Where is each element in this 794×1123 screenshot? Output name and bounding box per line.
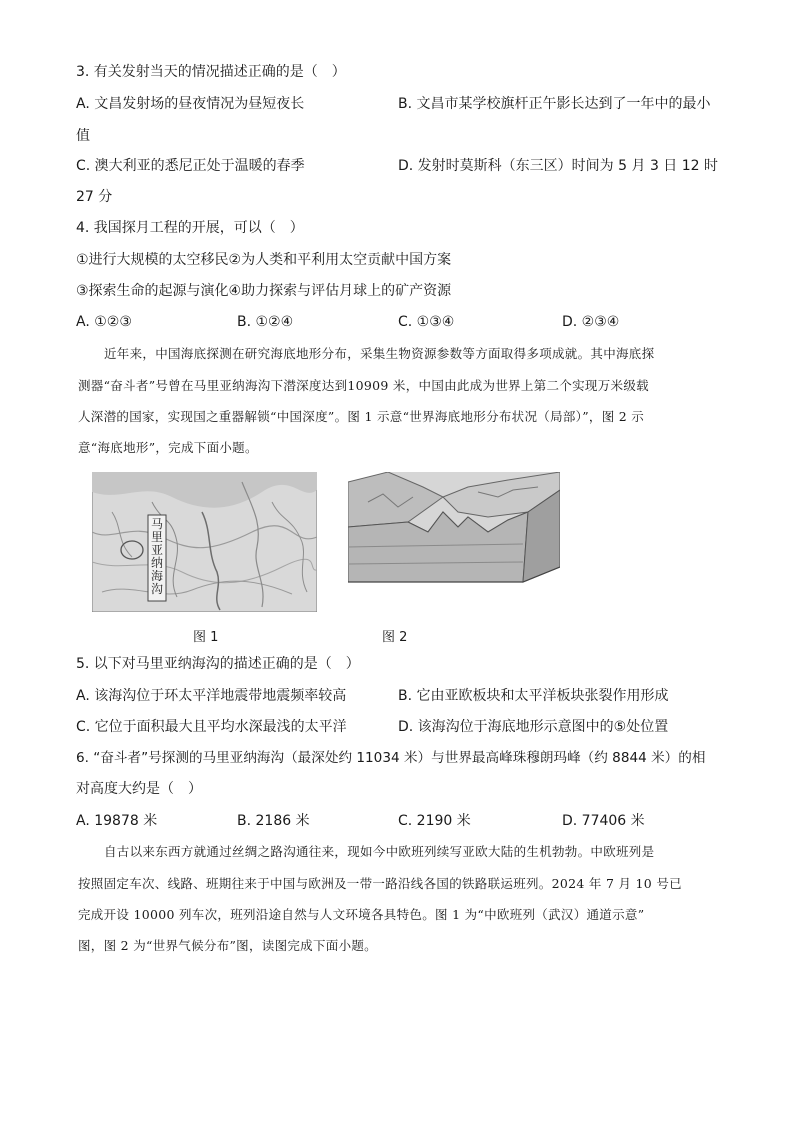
passage1-line-3: 人深潜的国家，实现国之重器解锁“中国深度”。图 1 示意“世界海底地形分布状况（局部）”，图 2 示 [78,409,645,424]
q5-option-a: A. 该海沟位于环太平洋地震带地震频率较高 [76,688,347,704]
q6-option-b: B. 2186 米 [237,813,310,829]
q6-stem: 6. “奋斗者”号探测的马里亚纳海沟（最深处约 11034 米）与世界最高峰珠穆朗玛峰（约 8844 米）的相 [76,750,706,766]
q4-option-a: A. ①②③ [76,314,132,330]
q4-option-c: C. ①③④ [398,314,455,330]
q4-option-d: D. ②③④ [562,314,620,330]
figure-2-caption: 图 2 [382,630,408,645]
q6-option-d: D. 77406 米 [562,813,645,829]
q6-option-a: A. 19878 米 [76,813,158,829]
q5-option-c: C. 它位于面积最大且平均水深最浅的太平洋 [76,719,347,735]
q3-option-d-continued: 27 分 [76,189,113,205]
q4-stem: 4. 我国探月工程的开展，可以（ ） [76,220,304,236]
passage2-line-4: 图，图 2 为“世界气候分布”图，读图完成下面小题。 [78,938,377,953]
q3-option-b: B. 文昌市某学校旗杆正午影长达到了一年中的最小 [398,96,711,112]
q5-option-d: D. 该海沟位于海底地形示意图中的⑤处位置 [398,719,669,735]
passage2-line-2: 按照固定车次、线路、班期往来于中国与欧洲及一带一路沿线各国的铁路联运班列。2024 年 7 月 10 号已 [78,876,682,891]
q4-option-b: B. ①②④ [237,314,294,330]
q3-option-a: A. 文昌发射场的昼夜情况为昼短夜长 [76,96,305,112]
q5-stem: 5. 以下对马里亚纳海沟的描述正确的是（ ） [76,656,360,672]
passage2-line-3: 完成开设 10000 列车次，班列沿途自然与人文环境各具特色。图 1 为“中欧班列（武汉）通道示意” [78,907,645,922]
q3-option-b-continued: 值 [76,128,90,144]
q6-stem-continued: 对高度大约是（ ） [76,781,202,797]
passage1-line-1: 近年来，中国海底探测在研究海底地形分布，采集生物资源参数等方面取得多项成就。其中海底探 [104,346,655,361]
q4-statement-2: ③探索生命的起源与演化④助力探索与评估月球上的矿产资源 [76,283,452,299]
q4-statement-1: ①进行大规模的太空移民②为人类和平利用太空贡献中国方案 [76,252,452,268]
q6-option-c: C. 2190 米 [398,813,471,829]
figure-2-seafloor-block-diagram [348,472,560,600]
passage2-line-1: 自古以来东西方就通过丝绸之路沟通往来，现如今中欧班列续写亚欧大陆的生机勃勃。中欧班列是 [104,844,655,859]
q5-option-b: B. 它由亚欧板块和太平洋板块张裂作用形成 [398,688,669,704]
figure-1-caption: 图 1 [193,630,219,645]
q3-option-c: C. 澳大利亚的悉尼正处于温暖的春季 [76,158,305,174]
figure-1-seafloor-map [92,472,317,612]
figure-1-trench-label: 马里亚纳海沟 [150,517,163,596]
q3-option-d: D. 发射时莫斯科（东三区）时间为 5 月 3 日 12 时 [398,158,719,174]
q3-stem: 3. 有关发射当天的情况描述正确的是（ ） [76,64,346,80]
passage1-line-4: 意“海底地形”，完成下面小题。 [78,440,258,455]
passage1-line-2: 测器“奋斗者”号曾在马里亚纳海沟下潜深度达到10909 米，中国由此成为世界上第二个实现万米级载 [78,378,649,393]
